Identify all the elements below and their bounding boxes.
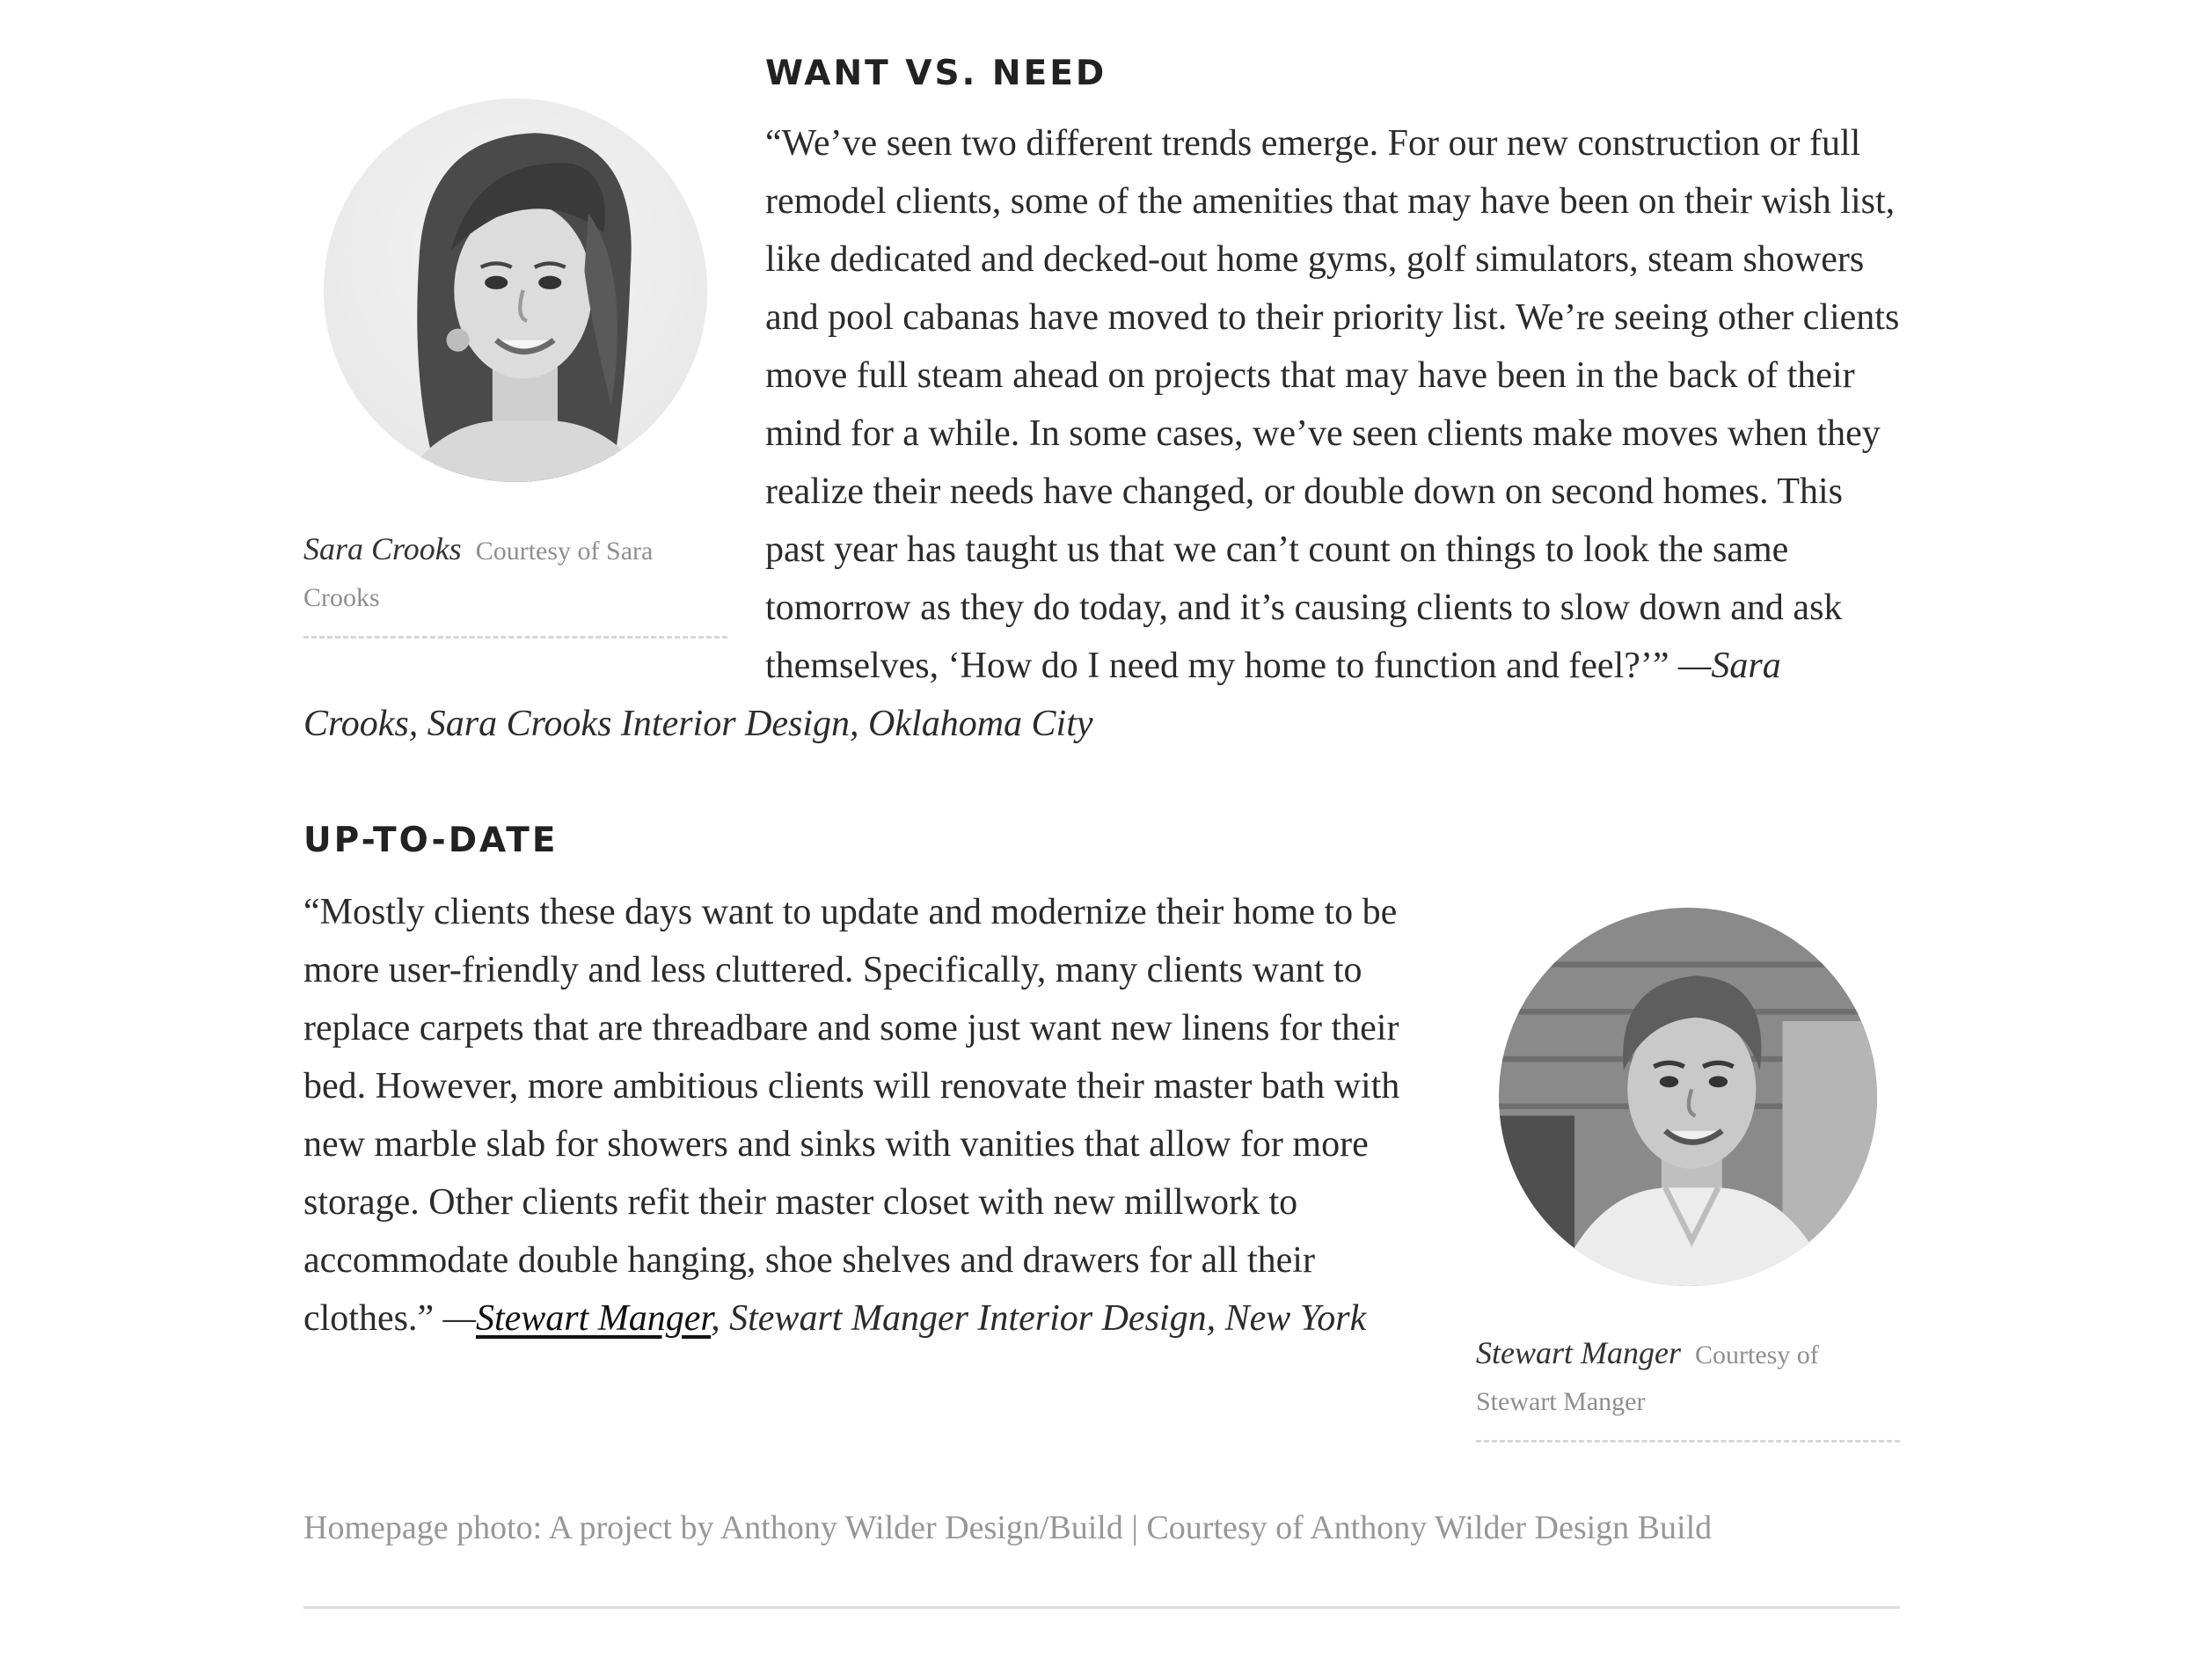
bottom-divider [303,1606,1900,1609]
quote-attribution: —Sara Crooks, Sara Crooks Interior Design, Oklahoma City [303,646,1781,744]
homepage-photo-credit: Homepage photo: A project by Anthony Wilder Design/Build | Courtesy of Anthony Wilder Design Build [303,1509,1713,1546]
sara-crooks-caption [303,528,727,639]
stewart-manger-portrait [1499,908,1877,1286]
section-up-to-date [303,820,1900,1457]
caption-credit: Courtesy of Sara Crooks [303,537,654,612]
section-want-vs-need [303,53,1900,753]
caption-credit: Courtesy of Stewart Manger [1476,1340,1819,1416]
sara-crooks-figure [303,53,727,639]
attribution-dash: — [434,1298,476,1339]
sara-crooks-portrait [324,99,707,482]
quote-attribution: , Stewart Manger Interior Design, New York [711,1298,1367,1339]
quote-text: “Mostly clients these days want to update and modernize their home to be more user-friendly and less cluttered. Specifically, many clients want to replace carpets that are threadbare and some just want new linens for their bed. However, more ambitious clients will renovate their master bath with new marble slab for showers and sinks with vanities that allow for more storage. Other clients refit their master closet with new millwork to accommodate double hanging, shoe shelves and drawers for all their clothes.” [303,892,1400,1339]
stewart-manger-caption [1476,1332,1900,1443]
stewart-manger-figure [1476,820,1900,1443]
stewart-manger-link[interactable]: Stewart Manger [475,1298,712,1339]
portrait-woman-image [324,99,707,482]
caption-name: Stewart Manger [1476,1335,1681,1370]
caption-name: Sara Crooks [303,531,462,566]
article-body [303,53,1900,1616]
quote-text: “We’ve seen two different trends emerge. For our new construction or full remodel clients, some of the amenities that may have been on their wish list, like dedicated and decked-out home gyms, golf simulators, steam showers and pool cabanas have moved to their priority list. We’re seeing other clients move full steam ahead on projects that may have been in the back of their mind for a while. In some cases, we’ve seen clients make moves when they realize their needs have changed, or double down on second homes. This past year has taught us that we can’t count on things to look the same tomorrow as they do today, and it’s causing clients to slow down and ask themselves, ‘How do I need my home to function and feel?’” [765,123,1900,686]
portrait-man-image [1499,908,1877,1286]
section-heading-want-vs-need: WANT VS. NEED [765,54,1107,93]
section-heading-up-to-date: UP-TO-DATE [303,821,559,860]
